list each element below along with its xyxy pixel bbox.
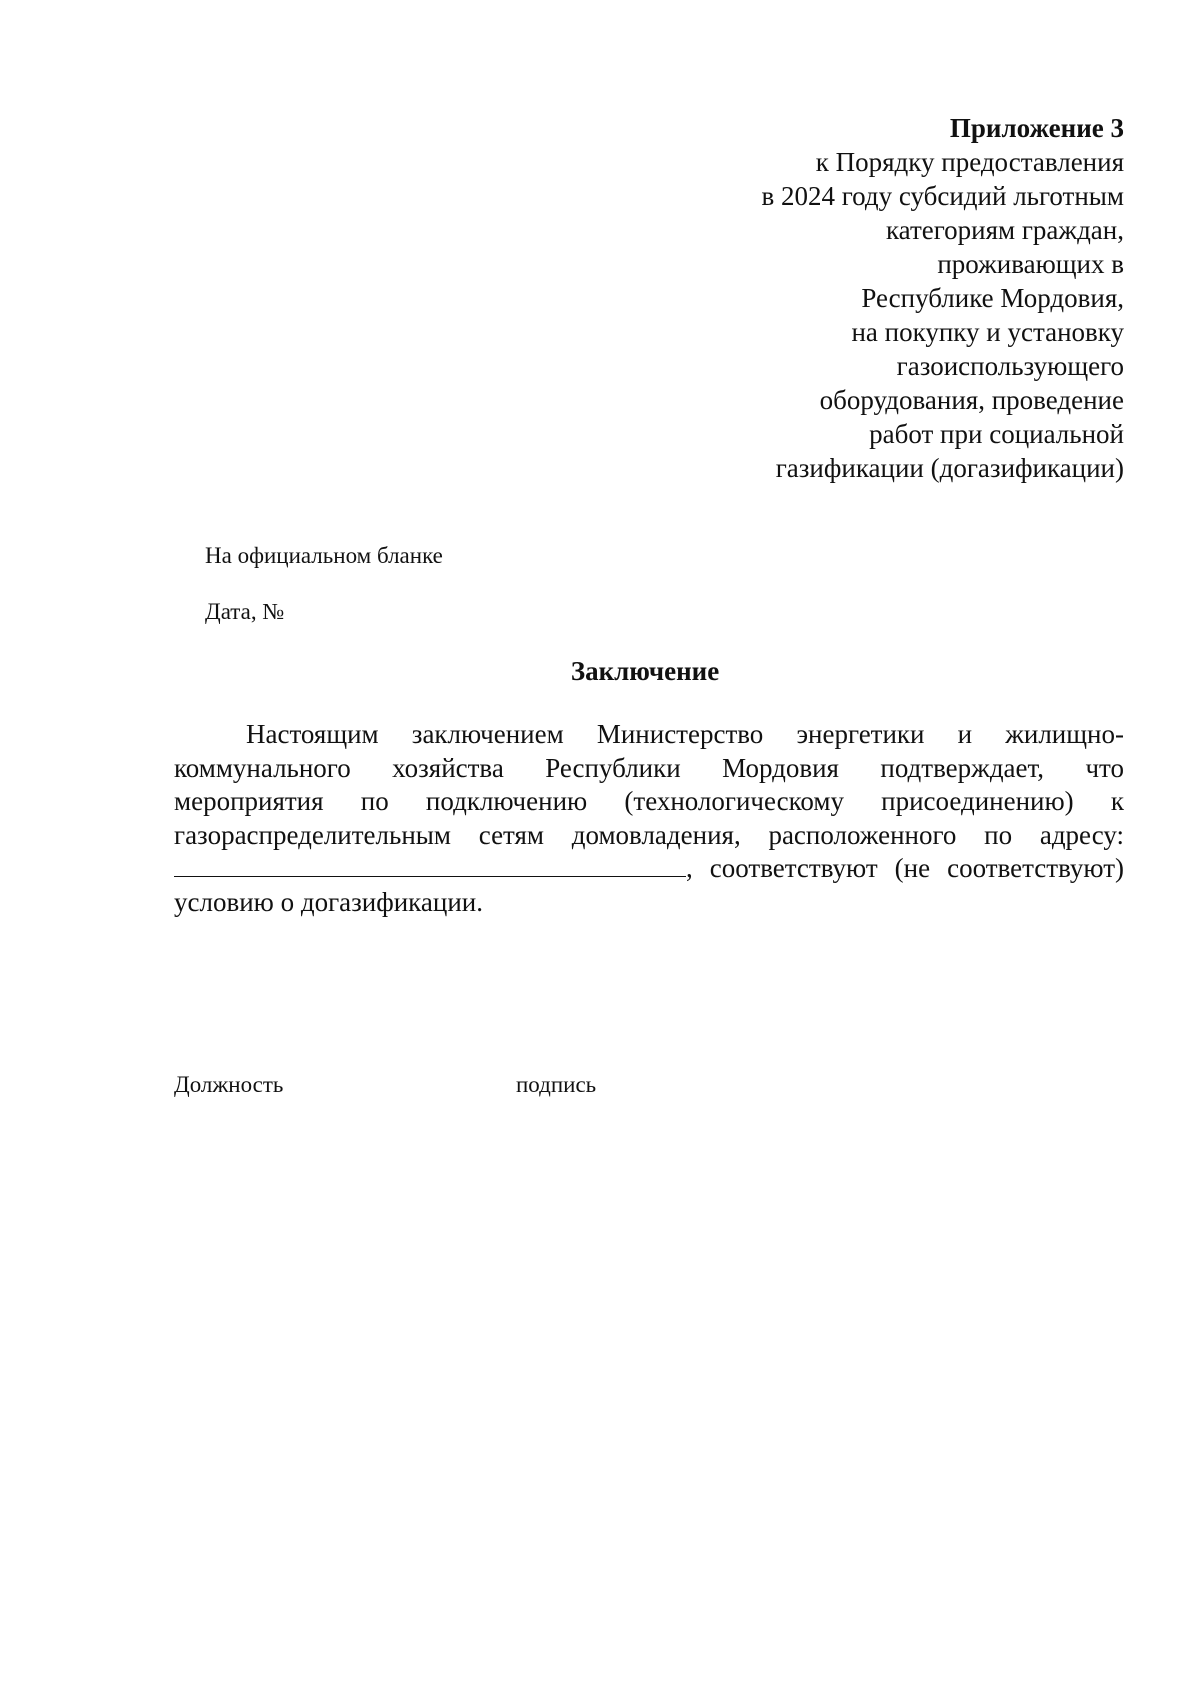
compliance-text: , соответствуют (не соответствуют) [686,853,1124,883]
appendix-line: газификации (догазификации) [775,453,1124,483]
body-line: мероприятия по подключению (технологическому присоединению) к [174,786,1124,816]
appendix-line: Республике Мордовия, [861,283,1124,313]
position-label: Должность [174,1072,284,1097]
body-line: коммунального хозяйства Республики Мордовия подтверждает, что [174,752,1124,783]
appendix-line: проживающих в [937,249,1124,279]
address-line [174,852,1124,886]
date-number-note: Дата, № [205,599,285,624]
conclusion-body [174,718,1124,919]
document-title: Заключение [570,656,720,686]
signature-label: подпись [516,1072,597,1097]
body-line: Настоящим заключением Министерство энергетики и жилищно- [246,719,1124,749]
appendix-line: работ при социальной [869,419,1124,449]
appendix-title: Приложение 3 [949,113,1124,143]
appendix-line: в 2024 году субсидий льготным [761,181,1124,211]
address-blank-field[interactable] [174,852,686,877]
appendix-line: оборудования, проведение [819,385,1124,415]
appendix-line: на покупку и установку [851,317,1124,347]
appendix-line: категориям граждан, [885,215,1124,245]
appendix-line: к Порядку предоставления [815,147,1124,177]
appendix-block [604,111,1124,485]
official-letterhead-note: На официальном бланке [205,543,443,568]
body-line: газораспределительным сетям домовладения, расположенного по адресу: [174,819,1124,850]
appendix-line: газоиспользующего [896,351,1124,381]
body-line: условию о догазификации. [174,886,483,917]
